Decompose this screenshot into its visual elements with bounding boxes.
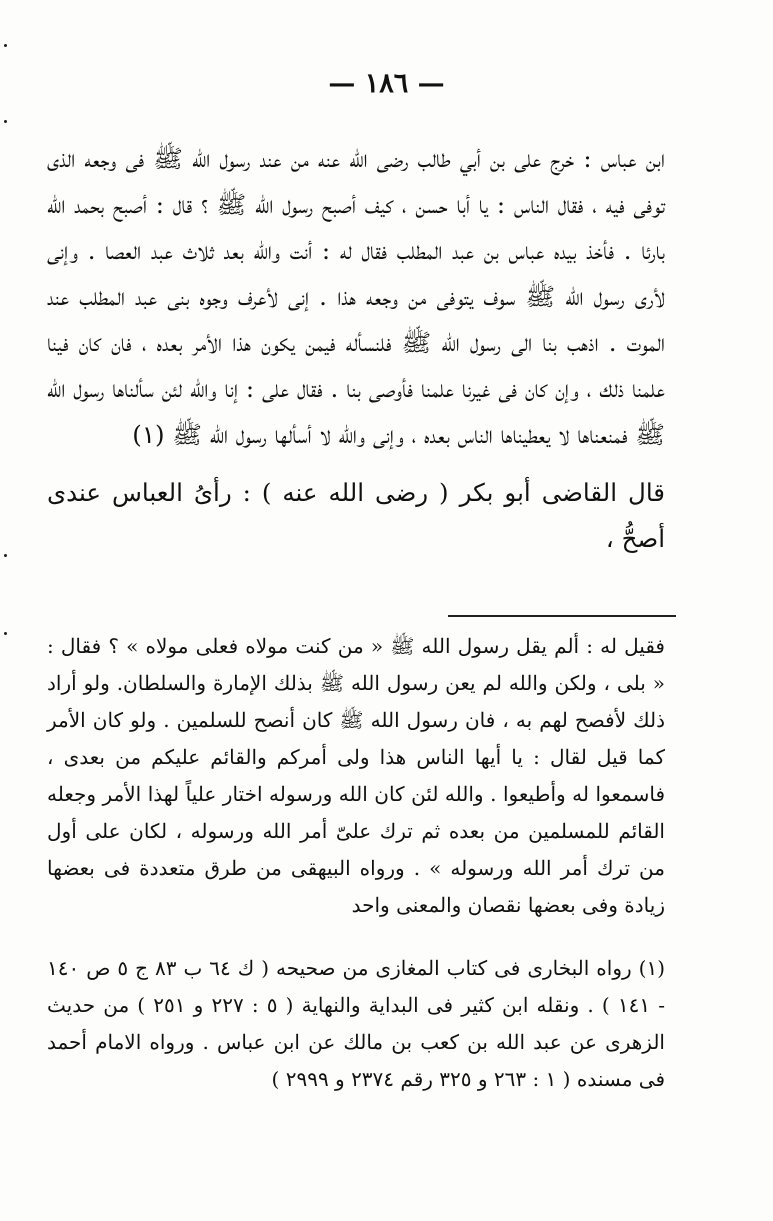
footnote-paragraph: (١) رواه البخارى فى كتاب المغازى من صحيحه ( ك ٦٤ ب ٨٣ ج ٥ ص ١٤٠ - ١٤١ ) . ونقله ابن كثير فى البداية والنهاية ( ٥ : ٢٢٧ و ٢٥١ ) من حديث الزهرى عن عبد الله بن كعب بن مالك عن ابن عباس . ورواه الامام أحمد فى مسنده ( ١ : ٢٦٣ و ٣٢٥ رقم ٢٣٧٤ و ٢٩٩٩ ) (47, 956, 666, 1091)
footnote-1 (47, 950, 665, 1098)
footnote-paragraph: فقيل له : ألم يقل رسول الله ﷺ « من كنت مولاه فعلى مولاه » ؟ فقال : « بلى ، ولكن والله لم يعن رسول الله ﷺ بذلك الإمارة والسلطان. ولو أراد ذلك لأفصح لهم به ، فان رسول الله ﷺ كان أنصح للسلمين . ولو كان الأمر كما قيل لقال : يا أيها الناس هذا ولى أمركم والقائم عليكم من بعدى ، فاسمعوا له وأطيعوا . والله لئن كان الله ورسوله اختار علياً لهذا الأمر وجعله القائم للمسلمين من بعده ثم ترك علىّ أمر الله ورسوله ، لكان على أول من ترك أمر الله ورسوله » . ورواه البيهقى من طرق متعددة فى بعضها زيادة وفى بعضها نقصان والمعنى واحد (47, 634, 665, 917)
main-paragraph: قال القاضى أبو بكر ( رضى الله عنه ) : رأىُ العباس عندى أصحُّ ، (47, 478, 665, 553)
footnote-continuation (47, 628, 665, 924)
scan-mark (4, 44, 7, 47)
main-text (47, 136, 665, 562)
scan-mark (4, 554, 7, 557)
footnote-divider (448, 615, 676, 617)
page-number: — ١٨٦ — (328, 68, 445, 99)
scan-mark (4, 632, 7, 635)
scan-mark (4, 120, 7, 123)
main-paragraph: ابن عباس : خرج على بن أبي طالب رضى الله عنه من عند رسول الله ﷺ فى وجعه الذى توفى فيه ، فقال الناس : يا أبا حسن ، كيف أصبح رسول الله ﷺ ؟ قال : أصبح بحمد الله بارئا . فأخذ بيده عباس بن عبد المطلب فقال له : أنت والله بعد ثلاث عبد العصا . وإنى لأرى رسول الله ﷺ سوف يتوفى من وجعه هذا . إنى لأعرف وجوه بنى عبد المطلب عند الموت . اذهب بنا الى رسول الله ﷺ فلنسأله فيمن يكون هذا الأمر بعده ، فان كان فينا علمنا ذلك ، وإن كان فى غيرنا علمنا فأوصى بنا . فقال على : إنا والله لئن سألناها رسول الله ﷺ فمنعناها لا يعطيناها الناس بعده ، وإنى والله لا أسألها رسول الله ﷺ (١) (47, 144, 665, 449)
